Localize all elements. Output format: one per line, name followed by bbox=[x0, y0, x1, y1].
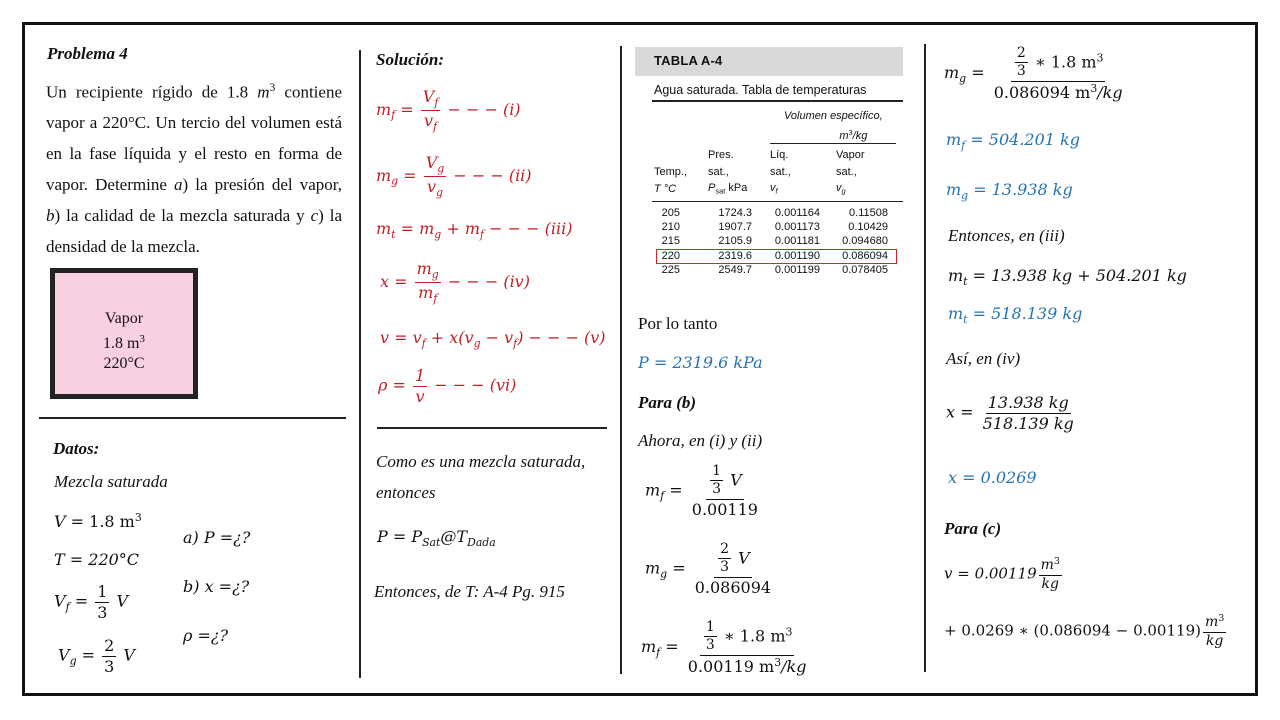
eq-iv-num-sub: g bbox=[431, 267, 439, 281]
mf-result-sub: f bbox=[961, 138, 966, 152]
eq-ii-num-sub: g bbox=[437, 161, 445, 175]
eq-vi-fraction bbox=[413, 367, 427, 405]
eq-iv-tag: − − − (iv) bbox=[447, 271, 530, 291]
v-unit-den: kg bbox=[1041, 575, 1059, 592]
table-group-header-exp: 3 bbox=[848, 127, 853, 137]
mg-expression-1: $m_g$ = $\frac{2}{3}$ V 0.086094 bbox=[645, 541, 772, 597]
mf1-den: 0.00119 bbox=[691, 499, 758, 519]
table-cell-vg: 0.10429 bbox=[848, 221, 888, 233]
eq-v-b: + x(v bbox=[425, 328, 474, 347]
eq-iii-mt-sub: t bbox=[391, 227, 396, 241]
Vg-tail: V bbox=[123, 645, 135, 665]
pressure-result: P = 2319.6 kPa bbox=[638, 353, 763, 372]
psat-sub: Sat bbox=[422, 535, 441, 549]
mg-result-symbol: m bbox=[946, 180, 962, 199]
Vg-eq: = bbox=[81, 645, 96, 665]
eq-iv-fraction bbox=[415, 260, 441, 305]
table-header-liq-2: sat., bbox=[770, 165, 791, 178]
mt-sum-symbol: m bbox=[948, 266, 964, 285]
note-line2: entonces bbox=[376, 483, 436, 502]
table-header-pres-1: Pres. bbox=[708, 149, 734, 161]
note-line1: Como es una mezcla saturada, bbox=[376, 452, 586, 471]
solucion-title: Solución: bbox=[376, 50, 445, 69]
psat-equation bbox=[377, 527, 496, 549]
mf2-num-tail: ∗ 1.8 m bbox=[723, 626, 786, 646]
mt-result-sub: t bbox=[963, 312, 968, 326]
eq-ii-lhs-sub: g bbox=[391, 174, 399, 188]
Vf-symbol: V bbox=[54, 591, 66, 611]
eq-v-sub2: g bbox=[473, 336, 481, 350]
v-expression-line2 bbox=[944, 614, 1228, 649]
mf2-sub: f bbox=[656, 645, 661, 659]
table-header-vap-1: Vapor bbox=[836, 149, 865, 161]
table-reference: Entonces, de T: A-4 Pg. 915 bbox=[374, 582, 565, 601]
mg1-sub: g bbox=[660, 567, 668, 581]
table-header-pres-unit: kPa bbox=[725, 182, 748, 194]
tank-volume-text: 1.8 m bbox=[103, 334, 140, 352]
eq-ii: $m_g$ = $\frac{V_g}{v_g}$ − − − (ii) bbox=[376, 153, 532, 199]
statement-text-a: Un recipiente rígido de 1.8 bbox=[46, 82, 258, 102]
table-cell-vf: 0.001190 bbox=[774, 250, 820, 262]
mf1-inner-num: 1 bbox=[710, 464, 723, 481]
table-cell-P: 2105.9 bbox=[718, 235, 752, 247]
asi-iv-label: Así, en (iv) bbox=[946, 349, 1021, 368]
table-cell-vg: 0.094680 bbox=[842, 235, 888, 247]
table-header-vap-2: sat., bbox=[836, 165, 857, 178]
mg2-num-tail: ∗ 1.8 m bbox=[1034, 52, 1097, 72]
table-header-pres-2: sat., bbox=[708, 165, 729, 178]
ahora-label: Ahora, en (i) y (ii) bbox=[638, 431, 763, 450]
table-header-vap-3: v bbox=[836, 182, 842, 194]
divider-col3 bbox=[924, 44, 926, 672]
table-cell-vg: 0.078405 bbox=[842, 264, 888, 276]
Vg-den: 3 bbox=[104, 656, 115, 676]
x-expression: x = $\frac{13.938 kg}{518.139 kg}$ bbox=[946, 393, 1074, 433]
eq-i-num: V bbox=[422, 87, 435, 106]
para-c-title: Para (c) bbox=[944, 519, 1002, 538]
tank-line-vapor: Vapor bbox=[104, 310, 144, 327]
eq-vi: ρ = $\frac{1}{v}$ − − − (vi) bbox=[378, 366, 517, 406]
datos-title: Datos: bbox=[53, 439, 100, 458]
statement-text-b: contiene vapor a 220°C. Un tercio del volumen está en la fase líquida y el resto en forma de vapor. Determine bbox=[46, 82, 342, 195]
question-b: b) x =¿? bbox=[183, 577, 250, 596]
Vf-tail: V bbox=[116, 591, 129, 611]
eq-iii-tag: − − − (iii) bbox=[484, 219, 573, 238]
mezcla-label: Mezcla saturada bbox=[54, 472, 168, 491]
table-header-liq bbox=[770, 147, 791, 200]
eq-ii-den-sub: g bbox=[436, 185, 443, 199]
table-header-vap-sub: g bbox=[841, 186, 846, 196]
mg1-den: 0.086094 bbox=[694, 577, 772, 597]
eq-i-num-sub: f bbox=[434, 95, 439, 109]
eq-iii-mf-sub: f bbox=[480, 227, 485, 241]
table-cell-vf: 0.001173 bbox=[774, 221, 820, 233]
part-b-text: ) la calidad de la mezcla saturada y bbox=[54, 206, 311, 226]
mf2-fraction bbox=[686, 620, 809, 675]
part-c-text: ) la densidad de la mezcla. bbox=[46, 206, 342, 257]
table-cell-T: 215 bbox=[661, 235, 680, 247]
table-title: TABLA A-4 bbox=[654, 53, 723, 68]
table-header-temp-1: Temp., bbox=[654, 166, 688, 178]
eq-ii-num: V bbox=[425, 153, 438, 172]
question-c: ρ =¿? bbox=[183, 626, 229, 645]
table-rule-top bbox=[652, 100, 903, 102]
mg2-den-tail: /kg bbox=[1097, 82, 1123, 102]
table-group-header-unit: m bbox=[839, 129, 849, 142]
tank-volume-exp: 3 bbox=[139, 333, 145, 345]
table-group-header-1: Volumen específico, bbox=[784, 110, 883, 122]
mg1-fraction bbox=[693, 542, 773, 596]
mg2-inner-num: 2 bbox=[1015, 46, 1028, 63]
table-header-liq-1: Líq. bbox=[770, 149, 789, 161]
table-cell-T: 225 bbox=[661, 264, 680, 276]
eq-iii-mf: + m bbox=[441, 219, 481, 238]
table-cell-vg: 0.086094 bbox=[842, 250, 888, 262]
table-cell-P: 2319.6 bbox=[718, 250, 752, 262]
eq-v-sub3: f bbox=[513, 336, 518, 350]
eq-ii-lhs: m bbox=[376, 165, 392, 185]
eq-iii bbox=[376, 219, 572, 241]
mf2-lhs: m bbox=[641, 637, 657, 657]
mt-result-value: = 518.139 kg bbox=[967, 304, 1083, 323]
mg-result-sub: g bbox=[961, 188, 969, 202]
eq-i-den: v bbox=[424, 110, 434, 130]
table-cell-vf: 0.001181 bbox=[774, 235, 820, 247]
eq-i-den-sub: f bbox=[433, 119, 438, 133]
eq-ii-tag: − − − (ii) bbox=[453, 165, 532, 185]
eq-v bbox=[380, 328, 606, 350]
table-header-pres-3: P bbox=[708, 182, 716, 194]
mg2-inner-den: 3 bbox=[1016, 63, 1026, 80]
table-cell-vf: 0.001199 bbox=[774, 264, 820, 276]
x-result: x = 0.0269 bbox=[948, 468, 1037, 487]
eq-vi-tag: − − − (vi) bbox=[434, 375, 517, 395]
eq-iii-mg: = m bbox=[395, 219, 435, 238]
Vg-symbol: V bbox=[58, 645, 70, 665]
v-unit2-fraction bbox=[1203, 614, 1226, 649]
eq-i-tag: − − − (i) bbox=[447, 99, 521, 119]
eq-iv-den-sub: f bbox=[433, 291, 438, 305]
mf-result-value: = 504.201 kg bbox=[965, 130, 1080, 149]
tank-diagram bbox=[50, 268, 198, 399]
V-symbol: V bbox=[54, 511, 66, 531]
datos-Vf bbox=[54, 583, 128, 621]
table-header-liq-sub: f bbox=[775, 186, 778, 196]
divider-solucion bbox=[377, 427, 607, 429]
mg-result-value: = 13.938 kg bbox=[968, 180, 1073, 199]
table-cell-T: 205 bbox=[661, 207, 680, 219]
eq-iv-den: m bbox=[418, 282, 434, 302]
divider-col1 bbox=[359, 50, 361, 678]
mf1-inner-den: 3 bbox=[712, 481, 721, 498]
eq-iv-num: m bbox=[416, 259, 432, 278]
eq-v-a: v = v bbox=[380, 328, 422, 347]
problem-title: Problema 4 bbox=[47, 44, 128, 63]
table-header-vap bbox=[836, 147, 865, 200]
eq-i-fraction bbox=[421, 88, 441, 133]
statement-exp: 3 bbox=[269, 81, 276, 94]
v-unit-num: m bbox=[1040, 557, 1054, 574]
datos-Vg bbox=[58, 637, 135, 675]
v-unit-num-exp: 3 bbox=[1053, 556, 1060, 567]
mf1-sub: f bbox=[660, 489, 665, 503]
eq-iv-lhs: x bbox=[380, 271, 390, 291]
mf1-num-tail: V bbox=[730, 470, 742, 490]
problem-statement bbox=[46, 72, 342, 262]
v-expression-line1 bbox=[944, 557, 1064, 592]
v-unit2-den: kg bbox=[1205, 632, 1224, 649]
mg-expression-2: $m_g$ = $\frac{2}{3}$ ∗ 1.8 $m^3$ 0.086094 $m^3/kg$ bbox=[944, 45, 1123, 102]
eq-ii-fraction bbox=[424, 154, 447, 199]
eq-i-lhs-sub: f bbox=[391, 108, 396, 122]
mg1-lhs: m bbox=[645, 558, 661, 578]
V-value: = 1.8 m bbox=[70, 511, 135, 531]
Vg-num: 2 bbox=[104, 636, 115, 655]
mf1-lhs: m bbox=[645, 480, 661, 500]
psat-a: P = P bbox=[377, 527, 423, 546]
Vf-eq: = bbox=[74, 591, 89, 611]
v-line2-text: + 0.0269 ∗ (0.086094 − 0.00119) bbox=[944, 621, 1201, 640]
mf2-den-tail: /kg bbox=[781, 656, 807, 676]
divider-datos bbox=[39, 417, 346, 419]
mf2-den: 0.00119 m bbox=[687, 656, 775, 676]
table-subtitle: Agua saturada. Tabla de temperaturas bbox=[654, 83, 867, 97]
eq-v-sub1: f bbox=[421, 336, 426, 350]
mg-result bbox=[946, 180, 1073, 202]
mt-sum-value: = 13.938 kg + 504.201 kg bbox=[967, 266, 1187, 285]
divider-col2 bbox=[620, 46, 622, 674]
Vf-fraction bbox=[95, 583, 109, 621]
mf2-inner-num: 1 bbox=[704, 620, 717, 637]
datos-T bbox=[54, 550, 139, 569]
mf2-num-exp: 3 bbox=[785, 625, 793, 639]
mt-sum-sub: t bbox=[963, 274, 968, 288]
Vf-sub: f bbox=[65, 600, 70, 614]
table-cell-T: 220 bbox=[661, 250, 680, 262]
eq-v-d: ) − − − (v) bbox=[517, 328, 606, 347]
mf2-den-exp: 3 bbox=[774, 655, 782, 669]
mg1-inner-den: 3 bbox=[720, 559, 730, 576]
table-rule-header bbox=[652, 201, 903, 202]
mt-result-symbol: m bbox=[948, 304, 964, 323]
table-cell-P: 1907.7 bbox=[718, 221, 752, 233]
entonces-iii-label: Entonces, en (iii) bbox=[948, 226, 1065, 245]
mf-expression-1: $m_f$ = $\frac{1}{3}$ V 0.00119 bbox=[645, 463, 758, 519]
T-value: = 220°C bbox=[69, 550, 140, 569]
table-rule-group bbox=[770, 143, 896, 144]
eq-iii-mg-sub: g bbox=[434, 227, 442, 241]
part-c-letter: c bbox=[310, 206, 319, 226]
table-cell-P: 2549.7 bbox=[718, 264, 752, 276]
Vg-sub: g bbox=[69, 654, 77, 668]
v-unit2-num-exp: 3 bbox=[1218, 613, 1225, 624]
x-den: 518.139 kg bbox=[982, 413, 1074, 433]
part-a-letter: a bbox=[174, 175, 183, 195]
Vf-den: 3 bbox=[97, 602, 108, 622]
mg1-num-tail: V bbox=[738, 548, 750, 568]
mg2-lhs: m bbox=[944, 63, 960, 83]
mf-expression-2: $m_f$ = $\frac{1}{3}$ ∗ 1.8 $m^3$ 0.00119 $m^3/kg$ bbox=[641, 619, 807, 676]
v-line1-text: v = 0.00119 bbox=[944, 564, 1037, 583]
eq-vi-lhs: ρ bbox=[378, 375, 388, 395]
mg2-fraction bbox=[992, 46, 1125, 101]
mg2-den-exp: 3 bbox=[1090, 81, 1098, 95]
por-lo-tanto: Por lo tanto bbox=[638, 314, 718, 333]
part-b-letter: b bbox=[46, 206, 55, 226]
Vg-fraction bbox=[102, 637, 116, 675]
x-fraction bbox=[981, 394, 1076, 432]
para-b-title: Para (b) bbox=[638, 393, 697, 412]
eq-i-lhs: m bbox=[376, 99, 392, 119]
v-unit2-num: m bbox=[1204, 614, 1219, 631]
psat-sub2: Dada bbox=[467, 535, 496, 549]
eq-i: $m_f$ = $\frac{V_f}{v_f}$ − − − (i) bbox=[376, 87, 521, 133]
table-cell-vg: 0.11508 bbox=[849, 207, 888, 219]
statement-unit: m bbox=[257, 82, 270, 102]
psat-b: @T bbox=[440, 527, 468, 546]
table-header-pres bbox=[708, 147, 747, 200]
eq-iv: x = $\frac{m_g}{m_f}$ − − − (iv) bbox=[380, 259, 530, 305]
tank-label bbox=[55, 309, 193, 374]
eq-iii-mt: m bbox=[376, 219, 392, 238]
Vf-num: 1 bbox=[97, 582, 108, 601]
mg1-inner-num: 2 bbox=[718, 542, 731, 559]
table-cell-vf: 0.001164 bbox=[774, 207, 820, 219]
T-symbol: T bbox=[54, 550, 65, 569]
table-header-temp bbox=[654, 164, 687, 197]
eq-ii-den: v bbox=[426, 176, 437, 196]
mt-result bbox=[948, 304, 1082, 326]
table-group-header bbox=[784, 108, 883, 144]
mf-result-symbol: m bbox=[946, 130, 962, 149]
table-header-temp-2: T °C bbox=[654, 182, 677, 195]
table-cell-T: 210 bbox=[661, 221, 680, 233]
mt-sum bbox=[948, 266, 1187, 288]
x-lhs: x bbox=[946, 402, 956, 422]
v-unit-fraction bbox=[1039, 557, 1062, 592]
mf1-fraction bbox=[690, 464, 760, 518]
table-cell-P: 1724.3 bbox=[718, 207, 752, 219]
eq-vi-den: v bbox=[415, 386, 425, 406]
table-header-pres-sub: sat bbox=[715, 186, 726, 196]
eq-v-c: − v bbox=[480, 328, 514, 347]
mg2-den: 0.086094 m bbox=[993, 82, 1091, 102]
eq-vi-num: 1 bbox=[414, 366, 426, 385]
tank-line-volume bbox=[55, 329, 193, 354]
mg2-num-exp: 3 bbox=[1096, 51, 1104, 65]
datos-V bbox=[54, 511, 142, 531]
question-a: a) P =¿? bbox=[183, 528, 251, 547]
table-header-liq-3: v bbox=[770, 182, 776, 194]
mg2-sub: g bbox=[959, 71, 967, 85]
x-num: 13.938 kg bbox=[987, 393, 1069, 412]
tank-line-temp: 220°C bbox=[103, 354, 145, 372]
part-a-text: ) la presión del vapor, bbox=[182, 175, 342, 195]
mf2-inner-den: 3 bbox=[705, 637, 715, 654]
V-exp: 3 bbox=[134, 511, 142, 524]
table-group-header-unit-b: /kg bbox=[852, 129, 868, 142]
table-highlight-box bbox=[656, 249, 897, 264]
mf-result bbox=[946, 130, 1080, 152]
